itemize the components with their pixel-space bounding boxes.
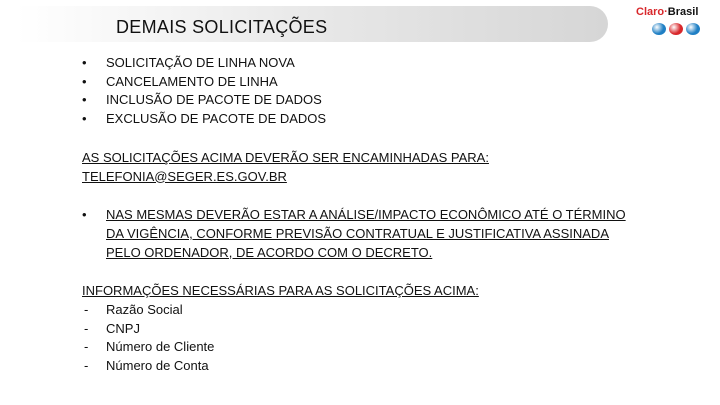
dash-icon: -	[84, 320, 89, 336]
services-list	[82, 54, 642, 129]
logo-brand-text: Claro	[636, 6, 665, 18]
main-content	[82, 54, 642, 376]
logo-wordmark	[636, 6, 716, 18]
logo-dot-red-icon	[669, 23, 683, 35]
info-item-label: CNPJ	[106, 320, 140, 336]
email-link[interactable]: TELEFONIA@SEGER.ES.GOV.BR	[82, 168, 287, 184]
dash-icon: -	[84, 358, 89, 374]
service-label: INCLUSÃO DE PACOTE DE DADOS	[106, 92, 322, 108]
dash-icon: -	[84, 339, 89, 355]
dash-icon: -	[84, 302, 89, 318]
note-text: NAS MESMAS DEVERÃO ESTAR A ANÁLISE/IMPACTO ECONÔMICO ATÉ O TÉRMINO DA VIGÊNCIA, CONFORME PREVISÃO CONTRATUAL E JUSTIFICATIVA ASSINADA PELO ORDENADOR, DE ACORDO COM O DECRETO.	[106, 207, 626, 260]
info-heading: INFORMAÇÕES NECESSÁRIAS PARA AS SOLICITAÇÕES ACIMA:	[82, 283, 479, 299]
logo-country-text: Brasil	[667, 6, 699, 18]
note-block	[82, 206, 626, 262]
title-bar	[16, 6, 608, 42]
info-item-label: Número de Conta	[106, 358, 209, 374]
logo-separator: ·	[664, 6, 668, 18]
service-label: CANCELAMENTO DE LINHA	[106, 73, 278, 89]
list-item	[82, 110, 642, 129]
service-label: EXCLUSÃO DE PACOTE DE DADOS	[106, 111, 327, 127]
bullet-icon: •	[82, 92, 87, 108]
list-item	[82, 357, 642, 376]
info-item-label: Razão Social	[106, 302, 183, 318]
list-item	[82, 73, 642, 92]
info-item-label: Número de Cliente	[106, 339, 215, 355]
list-item	[82, 91, 642, 110]
bullet-icon: •	[82, 55, 87, 70]
logo-dot-blue-icon	[652, 23, 666, 35]
bullet-icon: •	[82, 207, 87, 223]
page-title: DEMAIS SOLICITAÇÕES	[116, 17, 328, 37]
logo-dot-blue-icon	[686, 23, 700, 35]
list-item	[82, 320, 642, 339]
claro-brasil-logo	[636, 6, 716, 42]
list-item	[82, 54, 642, 73]
list-item	[82, 338, 642, 357]
notice-text: AS SOLICITAÇÕES ACIMA DEVERÃO SER ENCAMINHADAS PARA:	[82, 149, 489, 165]
info-list	[82, 301, 642, 376]
bullet-icon: •	[82, 111, 87, 127]
logo-dots	[636, 23, 716, 35]
list-item	[82, 301, 642, 320]
service-label: SOLICITAÇÃO DE LINHA NOVA	[106, 55, 295, 70]
bullet-icon: •	[82, 73, 87, 89]
